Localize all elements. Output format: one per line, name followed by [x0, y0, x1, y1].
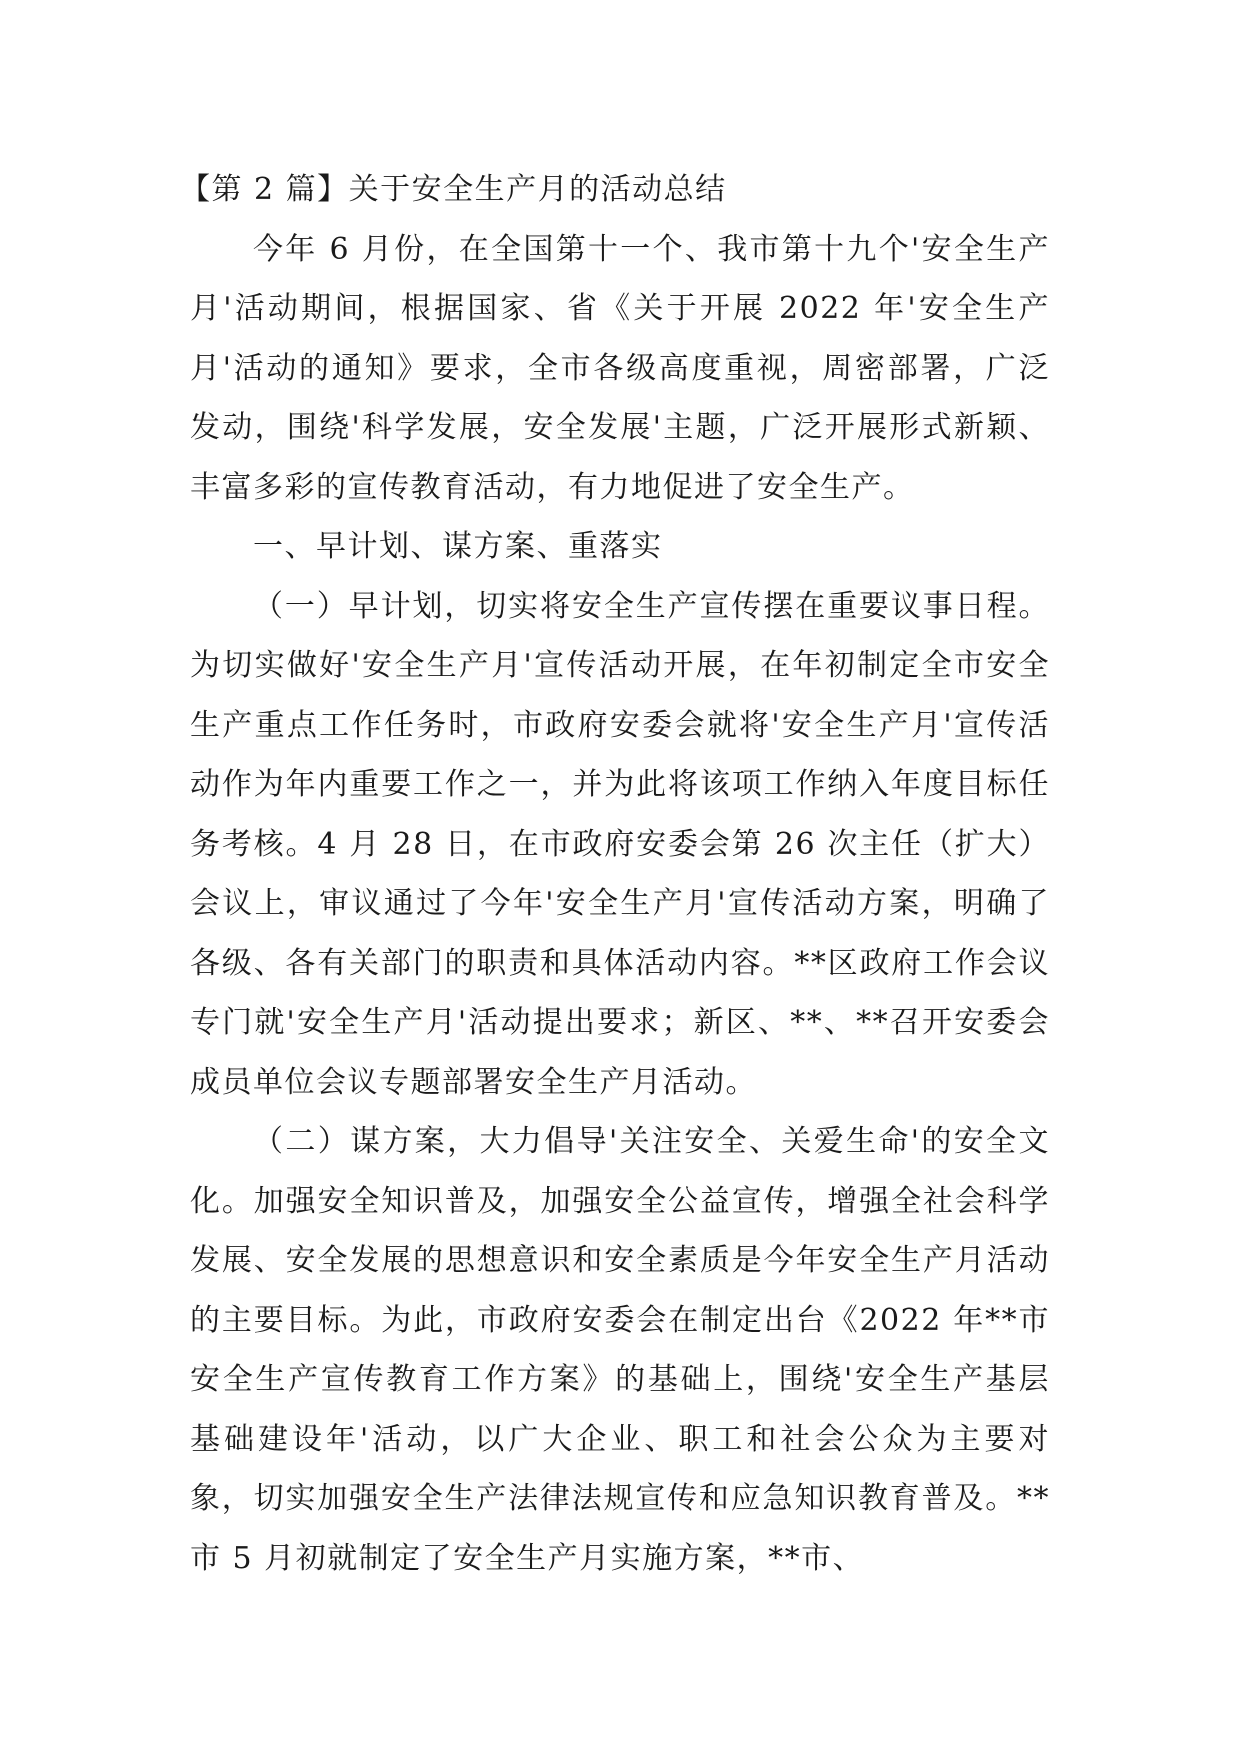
- document-title: 【第 2 篇】关于安全生产月的活动总结: [180, 172, 727, 207]
- intro-paragraph: 今年 6 月份，在全国第十一个、我市第十九个'安全生产月'活动期间，根据国家、省《关于开展 2022 年'安全生产月'活动的通知》要求，全市各级高度重视，周密部署，广泛发动，围绕'科学发展，安全发展'主题，广泛开展形式新颖、丰富多彩的宣传教育活动，有力地促进了安全生产。: [190, 231, 1050, 505]
- section-heading: 一、早计划、谋方案、重落实: [253, 529, 663, 564]
- subsection-paragraph-1: （一）早计划，切实将安全生产宣传摆在重要议事日程。为切实做好'安全生产月'宣传活动开展，在年初制定全市安全生产重点工作任务时，市政府安委会就将'安全生产月'宣传活动作为年内重要工作之一，并为此将该项工作纳入年度目标任务考核。4 月 28 日，在市政府安委会第 26 次主任（扩大）会议上，审议通过了今年'安全生产月'宣传活动方案，明确了各级、各有关部门的职责和具体活动内容。**区政府工作会议专门就'安全生产月'活动提出要求；新区、**、**召开安委会成员单位会议专题部署安全生产月活动。: [190, 588, 1050, 1100]
- document-body: [180, 160, 1050, 1588]
- subsection-paragraph-2: （二）谋方案，大力倡导'关注安全、关爱生命'的安全文化。加强安全知识普及，加强安全公益宣传，增强全社会科学发展、安全发展的思想意识和安全素质是今年安全生产月活动的主要目标。为此，市政府安委会在制定出台《2022 年**市安全生产宣传教育工作方案》的基础上，围绕'安全生产基层基础建设年'活动，以广大企业、职工和社会公众为主要对象，切实加强安全生产法律法规宣传和应急知识教育普及。**市 5 月初就制定了安全生产月实施方案，**市、: [190, 1124, 1050, 1576]
